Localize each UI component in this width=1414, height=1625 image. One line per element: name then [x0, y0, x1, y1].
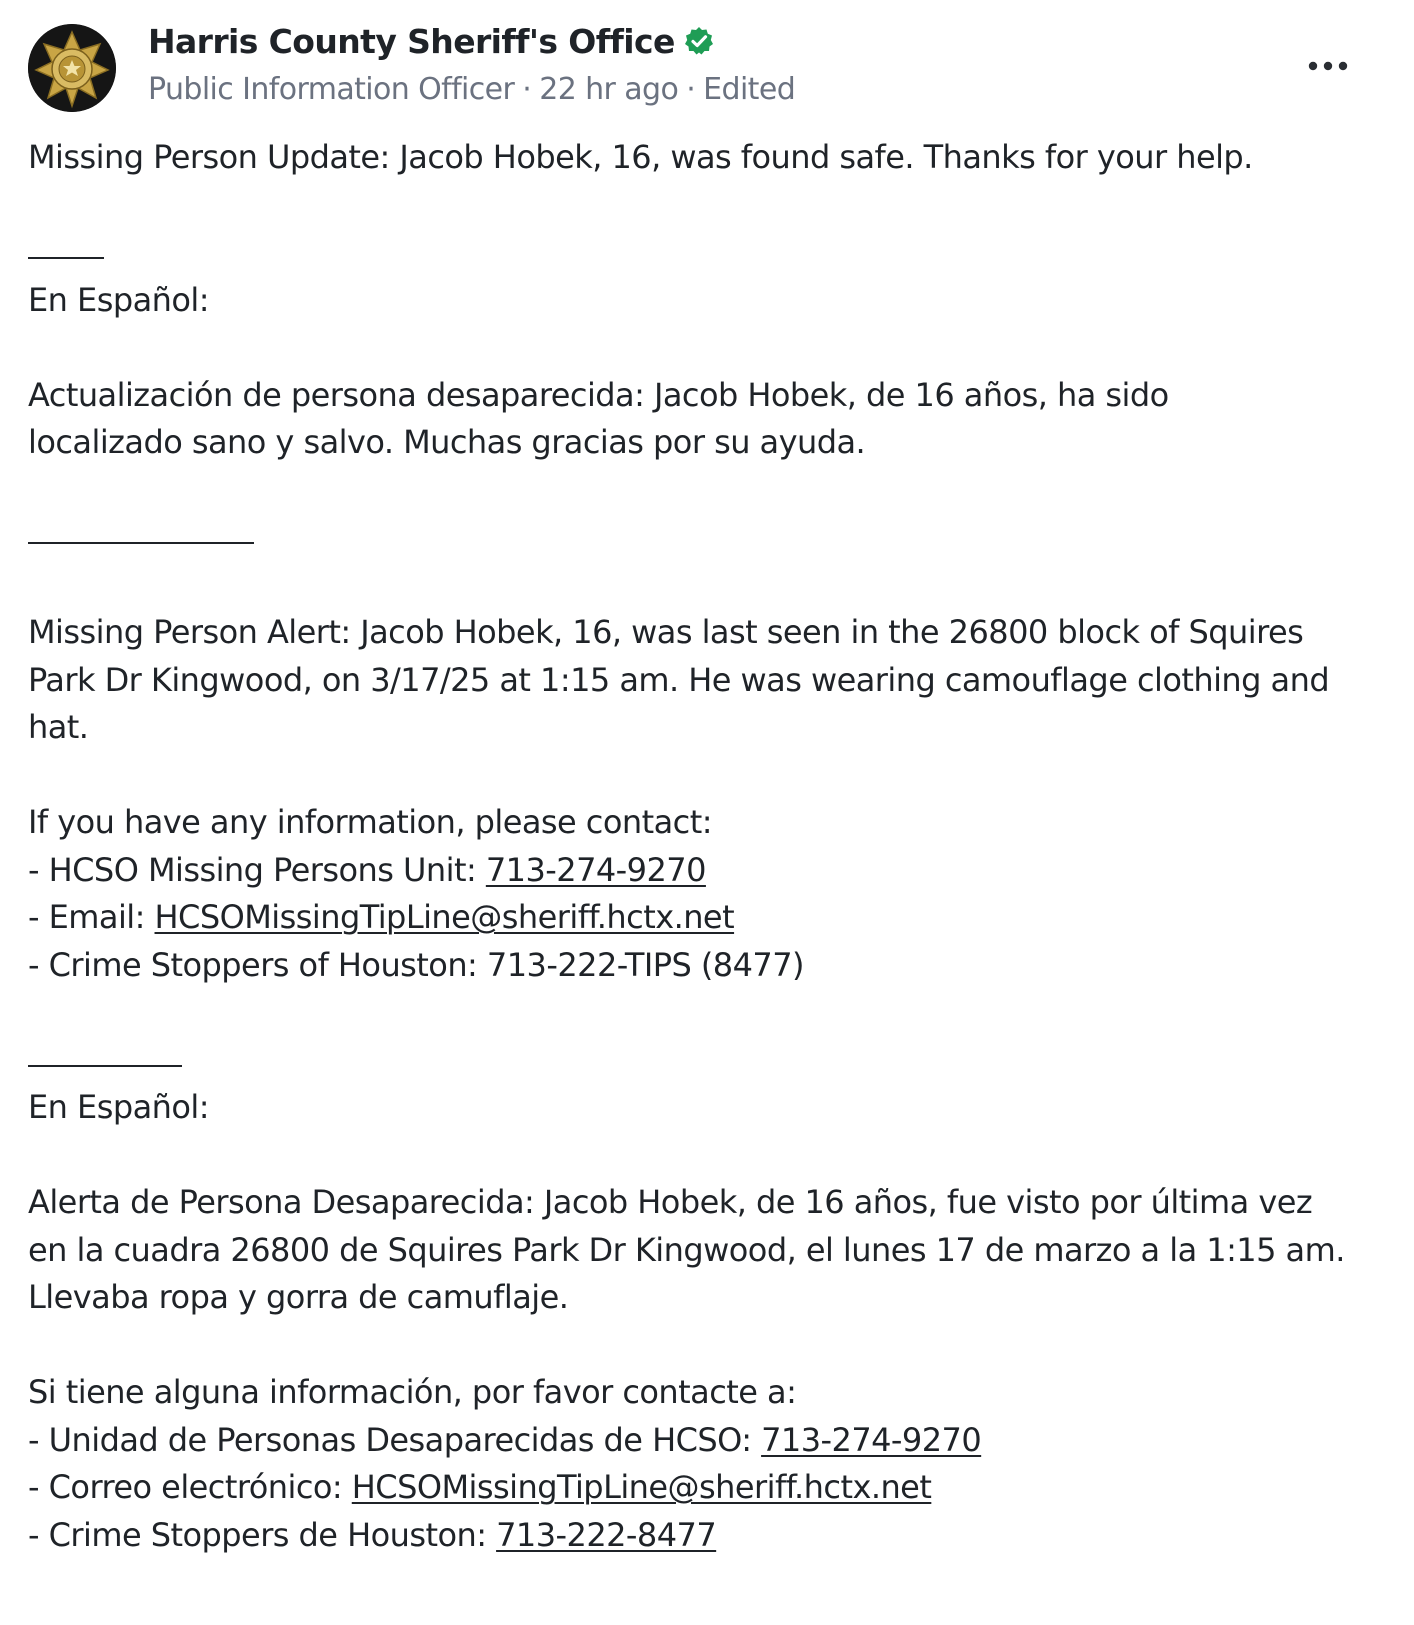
- spacer: [28, 467, 1358, 515]
- contact-phone-label: - HCSO Missing Persons Unit:: [28, 850, 486, 889]
- spacer: [28, 1322, 1358, 1370]
- spanish-crime-stoppers-line: [28, 1512, 1358, 1560]
- phone-link[interactable]: 713-222-8477: [496, 1515, 717, 1554]
- post-header: [28, 22, 1368, 114]
- spanish-update-text: Actualización de persona desaparecida: Jacob Hobek, de 16 años, ha sido localizado sano y salvo. Muchas gracias por su ayuda.: [28, 375, 1169, 461]
- spanish-contact-email-line: [28, 1464, 1358, 1512]
- update-text: Missing Person Update: Jacob Hobek, 16, was found safe. Thanks for your help.: [28, 138, 1253, 176]
- spacer: [28, 562, 1358, 610]
- more-options-icon[interactable]: [1300, 50, 1356, 82]
- spanish-heading: En Español:: [28, 1088, 209, 1126]
- spanish-contact-phone-line: [28, 1417, 1358, 1465]
- email-link[interactable]: HCSOMissingTipLine@sheriff.hctx.net: [154, 898, 735, 936]
- spanish-contact-email-label: - Correo electrónico:: [28, 1468, 352, 1506]
- edited-label[interactable]: Edited: [703, 72, 796, 107]
- author-name[interactable]: [148, 22, 715, 61]
- spanish-heading: En Español:: [28, 280, 209, 319]
- alert-text: Missing Person Alert: Jacob Hobek, 16, was last seen in the 26800 block of Squires Park Dr Kingwood, on 3/17/25 at 1:15 am. He was wearing camouflage clothing and hat.: [28, 613, 1330, 746]
- verified-check-icon: [683, 25, 715, 57]
- author-name-text[interactable]: Harris County Sheriff's Office: [148, 22, 675, 61]
- divider-short: [28, 229, 1358, 277]
- contact-phone-line: [28, 847, 1358, 895]
- post-timestamp[interactable]: 22 hr ago: [539, 72, 679, 107]
- sheriff-badge-icon[interactable]: [28, 24, 116, 112]
- spacer: [28, 752, 1358, 800]
- contact-intro: If you have any information, please contact:: [28, 803, 712, 841]
- meta-separator: ·: [522, 72, 532, 107]
- crime-stoppers-line: - Crime Stoppers of Houston: 713-222-TIPS (8477): [28, 945, 804, 984]
- phone-link[interactable]: 713-274-9270: [485, 850, 706, 889]
- divider-underscore: [28, 1037, 1358, 1085]
- author-role: Public Information Officer: [148, 72, 515, 107]
- spacer: [28, 1132, 1358, 1180]
- spanish-crime-stoppers-label: - Crime Stoppers de Houston:: [28, 1515, 497, 1554]
- phone-link[interactable]: 713-274-9270: [761, 1420, 982, 1459]
- email-link[interactable]: HCSOMissingTipLine@sheriff.hctx.net: [351, 1468, 932, 1506]
- spanish-alert-text: Alerta de Persona Desaparecida: Jacob Hobek, de 16 años, fue visto por última vez en la cuadra 26800 de Squires Park Dr Kingwood, el lunes 17 de marzo a la 1:15 am. Llevaba ropa y gorra de camuflaje.: [28, 1183, 1345, 1316]
- spanish-contact-intro: Si tiene alguna información, por favor contacte a:: [28, 1373, 797, 1411]
- spacer: [28, 324, 1358, 372]
- meta-separator: ·: [686, 72, 696, 107]
- spacer: [28, 182, 1358, 230]
- spacer: [28, 989, 1358, 1037]
- contact-email-line: [28, 894, 1358, 942]
- divider-long: [28, 514, 1358, 562]
- post-meta: [148, 72, 795, 107]
- spanish-contact-phone-label: - Unidad de Personas Desaparecidas de HCSO:: [28, 1420, 762, 1459]
- contact-email-label: - Email:: [28, 898, 155, 936]
- post-body: [28, 134, 1358, 1559]
